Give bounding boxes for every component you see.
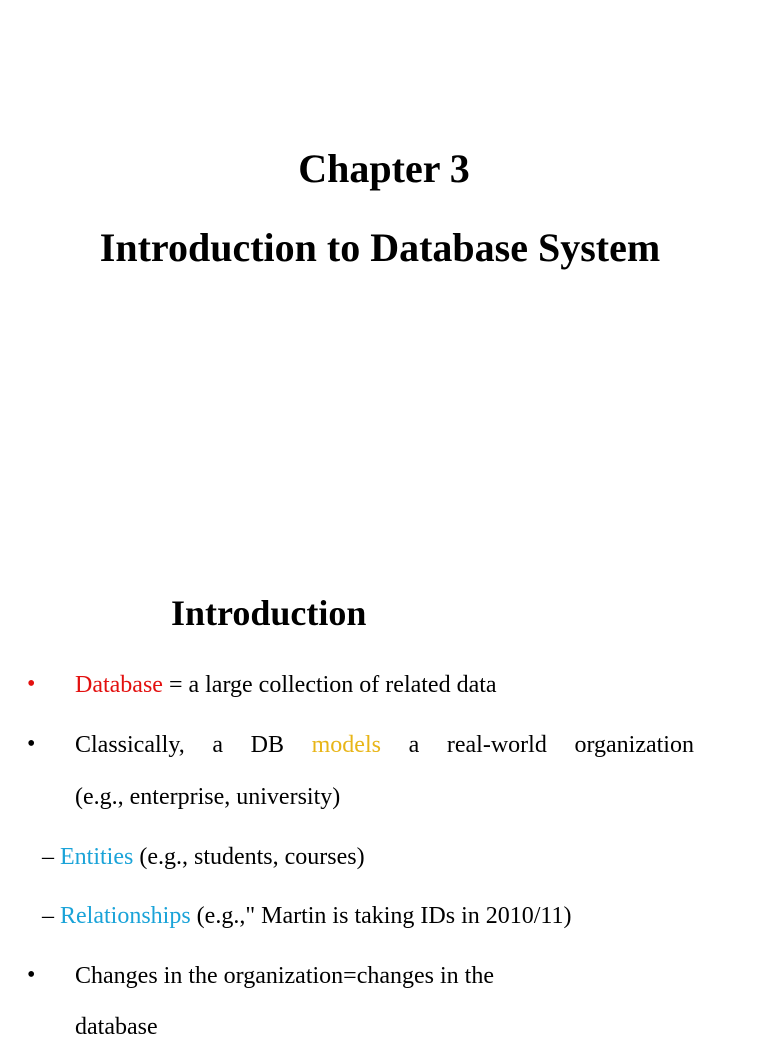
item-text: = a large collection of related data	[162, 672, 497, 698]
item-text: (e.g.," Martin is taking IDs in 2010/11)	[190, 903, 572, 929]
item-word: Classically,	[75, 732, 185, 758]
keyword-models: models	[311, 732, 381, 758]
chapter-title: Introduction to Database System	[99, 225, 661, 270]
chapter-number: Chapter 3	[298, 146, 470, 191]
item-continuation: (e.g., enterprise, university)	[75, 784, 341, 810]
sub-list-item	[42, 842, 365, 872]
item-word: real-world	[446, 732, 547, 758]
bullet-icon: •	[27, 731, 36, 757]
item-word: DB	[250, 732, 285, 758]
keyword-database: Database	[75, 672, 163, 698]
sub-list-item	[42, 901, 572, 931]
item-word: a	[212, 732, 224, 758]
list-item	[75, 670, 497, 700]
section-heading: Introduction	[171, 593, 367, 633]
dash-icon: –	[42, 903, 54, 929]
list-item	[75, 730, 694, 760]
item-continuation: database	[75, 1014, 158, 1040]
list-item: Changes in the organization=changes in the	[75, 963, 494, 989]
item-text: (e.g., students, courses)	[133, 844, 365, 870]
keyword-entities: Entities	[60, 844, 134, 870]
bullet-icon: •	[27, 671, 36, 697]
item-word: organization	[574, 732, 694, 758]
item-word: a	[408, 732, 420, 758]
dash-icon: –	[42, 844, 54, 870]
bullet-icon: •	[27, 962, 36, 988]
keyword-relationships: Relationships	[60, 903, 191, 929]
